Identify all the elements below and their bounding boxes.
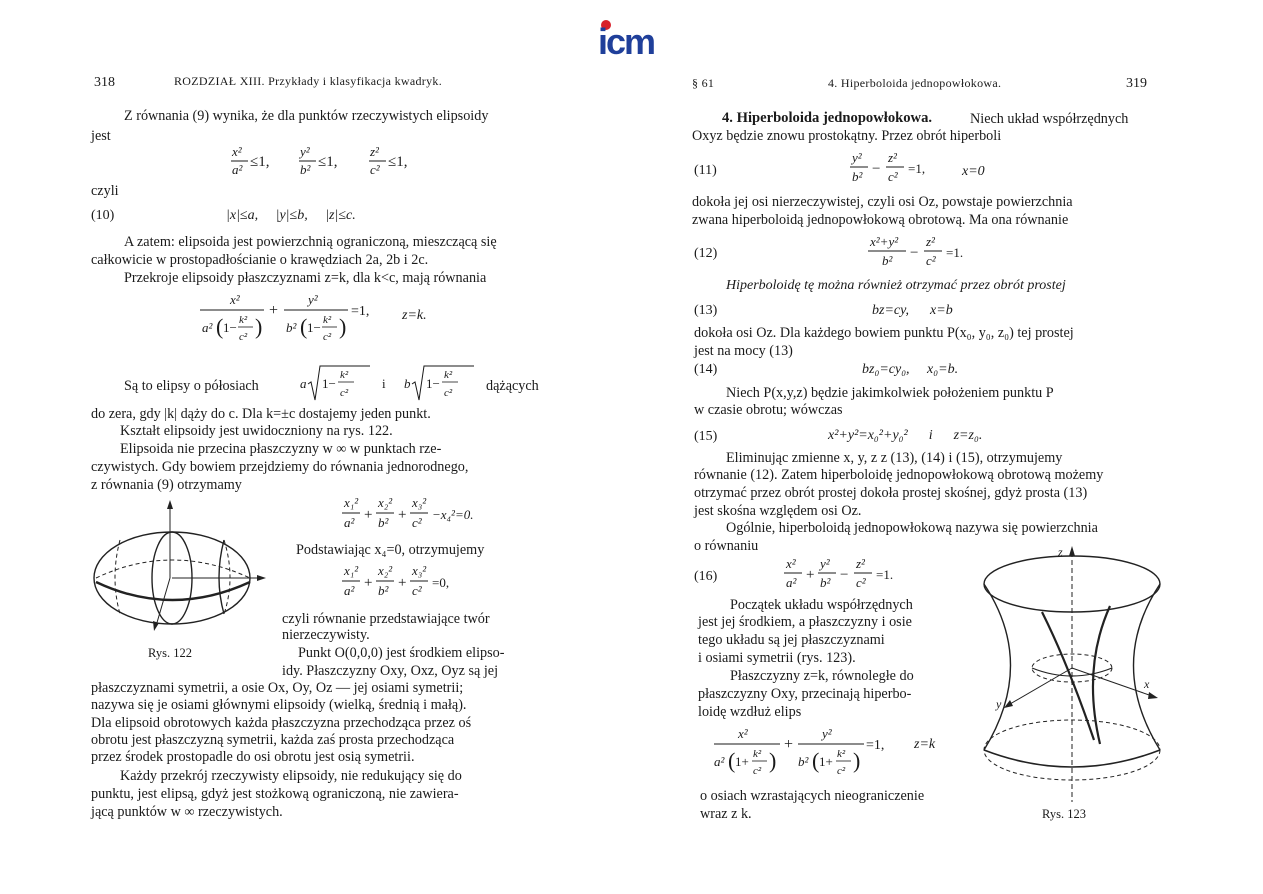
- svg-text:c²: c²: [323, 331, 332, 343]
- svg-text:b²: b²: [378, 583, 389, 598]
- equation-number: (12): [694, 246, 718, 261]
- svg-text:x²: x²: [738, 726, 748, 741]
- text-line: Z równania (9) wynika, że dla punktów rzeczywistych elipsoidy: [124, 108, 489, 124]
- axis-label-y: y: [996, 697, 1002, 711]
- svg-text:z²: z²: [926, 234, 935, 249]
- svg-text:k²: k²: [444, 369, 453, 381]
- equation-number: (10): [91, 208, 115, 223]
- text-line: Ogólnie, hiperboloidą jednopowłokową nazywa się powierzchnia: [726, 520, 1098, 536]
- axis-label-x: x: [1144, 677, 1150, 691]
- inequality-formula: [228, 140, 428, 182]
- connector-i: i: [382, 376, 386, 391]
- text-line: jest jej środkiem, a płaszczyzny i osie: [698, 614, 912, 630]
- svg-text:b²: b²: [852, 169, 863, 184]
- svg-text:y²: y²: [822, 726, 832, 741]
- svg-text:1−: 1−: [307, 320, 321, 335]
- text-line: Eliminując zmienne x, y, z z (13), (14) i (15), otrzymujemy: [726, 450, 1063, 466]
- text-line: jest: [91, 128, 111, 144]
- svg-text:k²: k²: [323, 314, 332, 326]
- svg-text:1−: 1−: [322, 376, 336, 391]
- text-line: loidę wzdłuż elips: [698, 704, 802, 720]
- text-line: jącą punktów w ∞ rzeczywistych.: [91, 804, 283, 820]
- svg-text:b²: b²: [820, 575, 831, 590]
- svg-text:x₁²: x₁²: [344, 495, 359, 510]
- text-line: obrotu jest płaszczyzną symetrii, każda zaś prosta przechodząca: [91, 732, 455, 748]
- svg-text:+: +: [364, 575, 373, 591]
- svg-text:): ): [255, 314, 263, 339]
- svg-text:c²: c²: [412, 515, 422, 530]
- running-head: ROZDZIAŁ XIII. Przykłady i klasyfikacja kwadryk.: [174, 74, 442, 88]
- svg-text:x₃²: x₃²: [412, 563, 427, 578]
- svg-text:): ): [339, 314, 347, 339]
- svg-text:=1.: =1.: [876, 567, 894, 582]
- svg-text:+: +: [784, 736, 794, 753]
- text-line: Niech P(x,y,z) będzie jakimkolwiek położeniem punktu P: [726, 385, 1054, 401]
- svg-text:(: (: [216, 314, 224, 339]
- svg-text:c²: c²: [888, 169, 898, 184]
- text-line: nazywa się je osiami głównymi elipsoidy (wielką, średnią i małą).: [91, 697, 467, 713]
- section-title: 4. Hiperboloida jednopowłokowa.: [722, 110, 933, 126]
- section-mark: § 61: [692, 76, 715, 90]
- svg-text:y²: y²: [308, 292, 318, 307]
- text-line: dokoła jej osi nierzeczywistej, czyli osi Oz, powstaje powierzchnia: [692, 194, 1073, 210]
- text-line: A zatem: elipsoida jest powierzchnią ograniczoną, mieszczącą się: [124, 234, 497, 250]
- svg-text:c²: c²: [370, 162, 380, 177]
- svg-text:x₃²: x₃²: [412, 495, 427, 510]
- equation-12: [868, 230, 978, 272]
- svg-text:b: b: [404, 376, 411, 391]
- svg-text:c²: c²: [444, 387, 453, 399]
- text-line: Dla elipsoid obrotowych każda płaszczyzna przechodząca przez oś: [91, 715, 472, 731]
- logo-text: icm: [598, 21, 655, 62]
- equation-number: (11): [694, 163, 717, 178]
- svg-text:=1,: =1,: [866, 738, 885, 753]
- svg-text:a²: a²: [232, 162, 243, 177]
- svg-text:a²: a²: [714, 754, 725, 769]
- figure-caption: Rys. 122: [148, 646, 192, 660]
- svg-text:x²: x²: [232, 144, 242, 159]
- svg-text:=1,: =1,: [908, 161, 926, 176]
- svg-text:c²: c²: [926, 253, 936, 268]
- page-number: 319: [1126, 76, 1147, 91]
- text-line: Są to elipsy o półosiach: [124, 378, 259, 394]
- svg-text:): ): [769, 748, 777, 773]
- text-line: z równania (9) otrzymamy: [91, 477, 242, 493]
- text-line: równanie (12). Zatem hiperboloidę jednopowłokową obrotową możemy: [694, 467, 1104, 483]
- text-line: płaszczyzny Oxy, przecinają hiperbo-: [698, 686, 912, 702]
- left-page: [0, 0, 600, 894]
- svg-text:(: (: [300, 314, 308, 339]
- axis-label-z: z: [1058, 545, 1063, 559]
- svg-text:−x₄²=0.: −x₄²=0.: [432, 507, 474, 522]
- svg-text:c²: c²: [340, 387, 349, 399]
- right-page: [640, 0, 1263, 894]
- equation-number: (16): [694, 569, 718, 584]
- text-line: idy. Płaszczyzny Oxy, Oxz, Oyz są jej: [282, 663, 499, 679]
- text-line: Punkt O(0,0,0) jest środkiem elipso-: [298, 645, 505, 661]
- text-line: o osiach wzrastających nieograniczenie: [700, 788, 925, 804]
- plane-equation: z=k: [914, 737, 936, 752]
- equation-16: [782, 552, 912, 594]
- svg-text:c²: c²: [837, 765, 846, 777]
- svg-text:(: (: [728, 748, 736, 773]
- text-line: nierzeczywisty.: [282, 627, 370, 643]
- svg-text:): ): [853, 748, 861, 773]
- equation-number: (13): [694, 303, 718, 318]
- svg-text:b²: b²: [300, 162, 311, 177]
- svg-text:c²: c²: [239, 331, 248, 343]
- svg-text:x²: x²: [786, 556, 796, 571]
- equation-14: bz₀=cy₀, x₀=b.: [862, 362, 959, 377]
- figure-caption: Rys. 123: [1042, 807, 1086, 821]
- svg-text:x²+y²: x²+y²: [870, 234, 899, 249]
- svg-text:k²: k²: [753, 748, 762, 760]
- svg-text:−: −: [910, 245, 919, 261]
- text-line: Elipsoida nie przecina płaszczyzny w ∞ w punktach rze-: [120, 441, 442, 457]
- text-line: Przekroje elipsoidy płaszczyznami z=k, dla k<c, mają równania: [124, 270, 487, 286]
- text-line: tego układu są jej płaszczyznami: [698, 632, 885, 648]
- svg-text:y²: y²: [820, 556, 830, 571]
- svg-text:b²: b²: [798, 754, 809, 769]
- text-line: w czasie obrotu; wówczas: [694, 402, 843, 418]
- homogeneous-equation: [340, 492, 500, 534]
- hyperboloid-figure: [982, 544, 1166, 806]
- ellipsoid-figure: [84, 498, 274, 638]
- svg-text:c²: c²: [753, 765, 762, 777]
- text-line: punktu, jest elipsą, gdyż jest stożkową ograniczoną, nie zawiera-: [91, 786, 459, 802]
- svg-text:1−: 1−: [223, 320, 237, 335]
- svg-text:b²: b²: [378, 515, 389, 530]
- svg-text:x₂²: x₂²: [378, 563, 393, 578]
- svg-text:x²: x²: [230, 292, 240, 307]
- svg-text:k²: k²: [837, 748, 846, 760]
- svg-text:a²: a²: [344, 583, 355, 598]
- svg-text:z²: z²: [856, 556, 865, 571]
- svg-text:c²: c²: [412, 583, 422, 598]
- svg-text:a²: a²: [344, 515, 355, 530]
- running-head: 4. Hiperboloida jednopowłokowa.: [828, 76, 1002, 90]
- svg-text:+: +: [269, 302, 279, 319]
- text-line: całkowicie w prostopadłościanie o krawędziach 2a, 2b i 2c.: [91, 252, 429, 268]
- svg-text:+: +: [364, 507, 373, 523]
- text-line: przez środek prostopadle do osi obrotu jest osią symetrii.: [91, 749, 415, 765]
- svg-text:x₂²: x₂²: [378, 495, 393, 510]
- text-line: Podstawiając x₄=0, otrzymujemy: [296, 542, 485, 558]
- text-line: jest na mocy (13): [694, 343, 793, 359]
- ellipse-section-equation: [712, 724, 922, 786]
- text-line: dążących: [486, 378, 539, 394]
- svg-text:+: +: [398, 507, 407, 523]
- svg-text:a: a: [300, 376, 307, 391]
- text-line: wraz z k.: [700, 806, 752, 822]
- svg-text:≤1,: ≤1,: [388, 154, 408, 170]
- svg-text:k²: k²: [239, 314, 248, 326]
- svg-text:x₁²: x₁²: [344, 563, 359, 578]
- svg-text:≤1,: ≤1,: [250, 154, 270, 170]
- text-line: i osiami symetrii (rys. 123).: [698, 650, 856, 666]
- text-line: o równaniu: [694, 538, 759, 554]
- svg-text:z²: z²: [370, 144, 379, 159]
- section-equation: [198, 290, 398, 352]
- text-line: Płaszczyzny z=k, równoległe do: [730, 668, 914, 684]
- equation-11-right: x=0: [962, 164, 985, 179]
- page-number: 318: [94, 75, 115, 90]
- svg-text:≤1,: ≤1,: [318, 154, 338, 170]
- svg-text:b²: b²: [286, 320, 297, 335]
- text-line: czyli równanie przedstawiające twór: [282, 611, 490, 627]
- svg-text:−: −: [840, 567, 849, 583]
- semi-axes-formula: [298, 362, 484, 404]
- svg-text:a²: a²: [202, 320, 213, 335]
- equation-10: |x|≤a, |y|≤b, |z|≤c.: [226, 208, 356, 223]
- text-line: Hiperboloidę tę można również otrzymać przez obrót prostej: [726, 278, 1066, 293]
- svg-text:+: +: [806, 567, 815, 583]
- text-line: Oxyz będzie znowu prostokątny. Przez obrót hiperboli: [692, 128, 1002, 144]
- hyperbola-equation: [848, 146, 948, 188]
- svg-text:−: −: [872, 161, 881, 177]
- equation-number: (15): [694, 429, 718, 444]
- svg-text:=1.: =1.: [946, 245, 964, 260]
- text-line: czyli: [91, 183, 119, 199]
- text-line: otrzymać przez obrót prostej dokoła prostej skośnej, gdyż prosta (13): [694, 485, 1088, 501]
- svg-text:(: (: [812, 748, 820, 773]
- svg-text:b²: b²: [882, 253, 893, 268]
- svg-text:1+: 1+: [819, 754, 833, 769]
- text-line: Niech układ współrzędnych: [970, 111, 1129, 127]
- text-line: Każdy przekrój rzeczywisty elipsoidy, nie redukujący się do: [120, 768, 462, 784]
- svg-text:=1,: =1,: [351, 304, 370, 319]
- svg-text:y²: y²: [852, 150, 862, 165]
- text-line: Kształt elipsoidy jest uwidoczniony na rys. 122.: [120, 423, 393, 439]
- text-line: płaszczyznami symetrii, a osie Ox, Oy, Oz — jej osiami symetrii;: [91, 680, 464, 696]
- text-line: dokoła osi Oz. Dla każdego bowiem punktu P(x₀, y₀, z₀) tej prostej: [694, 325, 1074, 341]
- svg-text:+: +: [398, 575, 407, 591]
- svg-text:k²: k²: [340, 369, 349, 381]
- equation-13: bz=cy, x=b: [872, 303, 953, 318]
- svg-text:y²: y²: [300, 144, 310, 159]
- equation-15: x²+y²=x₀²+y₀² i z=z₀.: [828, 428, 983, 443]
- text-line: Początek układu współrzędnych: [730, 597, 913, 613]
- svg-text:1−: 1−: [426, 376, 440, 391]
- text-line: jest skośna względem osi Oz.: [694, 503, 862, 519]
- text-line: zwana hiperboloidą jednopowłokową obrotową. Ma ona równanie: [692, 212, 1069, 228]
- plane-equation: z=k.: [402, 308, 427, 323]
- svg-text:a²: a²: [786, 575, 797, 590]
- infinity-equation: [340, 560, 480, 602]
- svg-text:1+: 1+: [735, 754, 749, 769]
- svg-text:z²: z²: [888, 150, 897, 165]
- svg-text:c²: c²: [856, 575, 866, 590]
- svg-text:=0,: =0,: [432, 575, 450, 590]
- text-line: czywistych. Gdy bowiem przejdziemy do równania jednorodnego,: [91, 459, 469, 475]
- equation-number: (14): [694, 362, 718, 377]
- text-line: do zera, gdy |k| dąży do c. Dla k=±c dostajemy jeden punkt.: [91, 406, 431, 422]
